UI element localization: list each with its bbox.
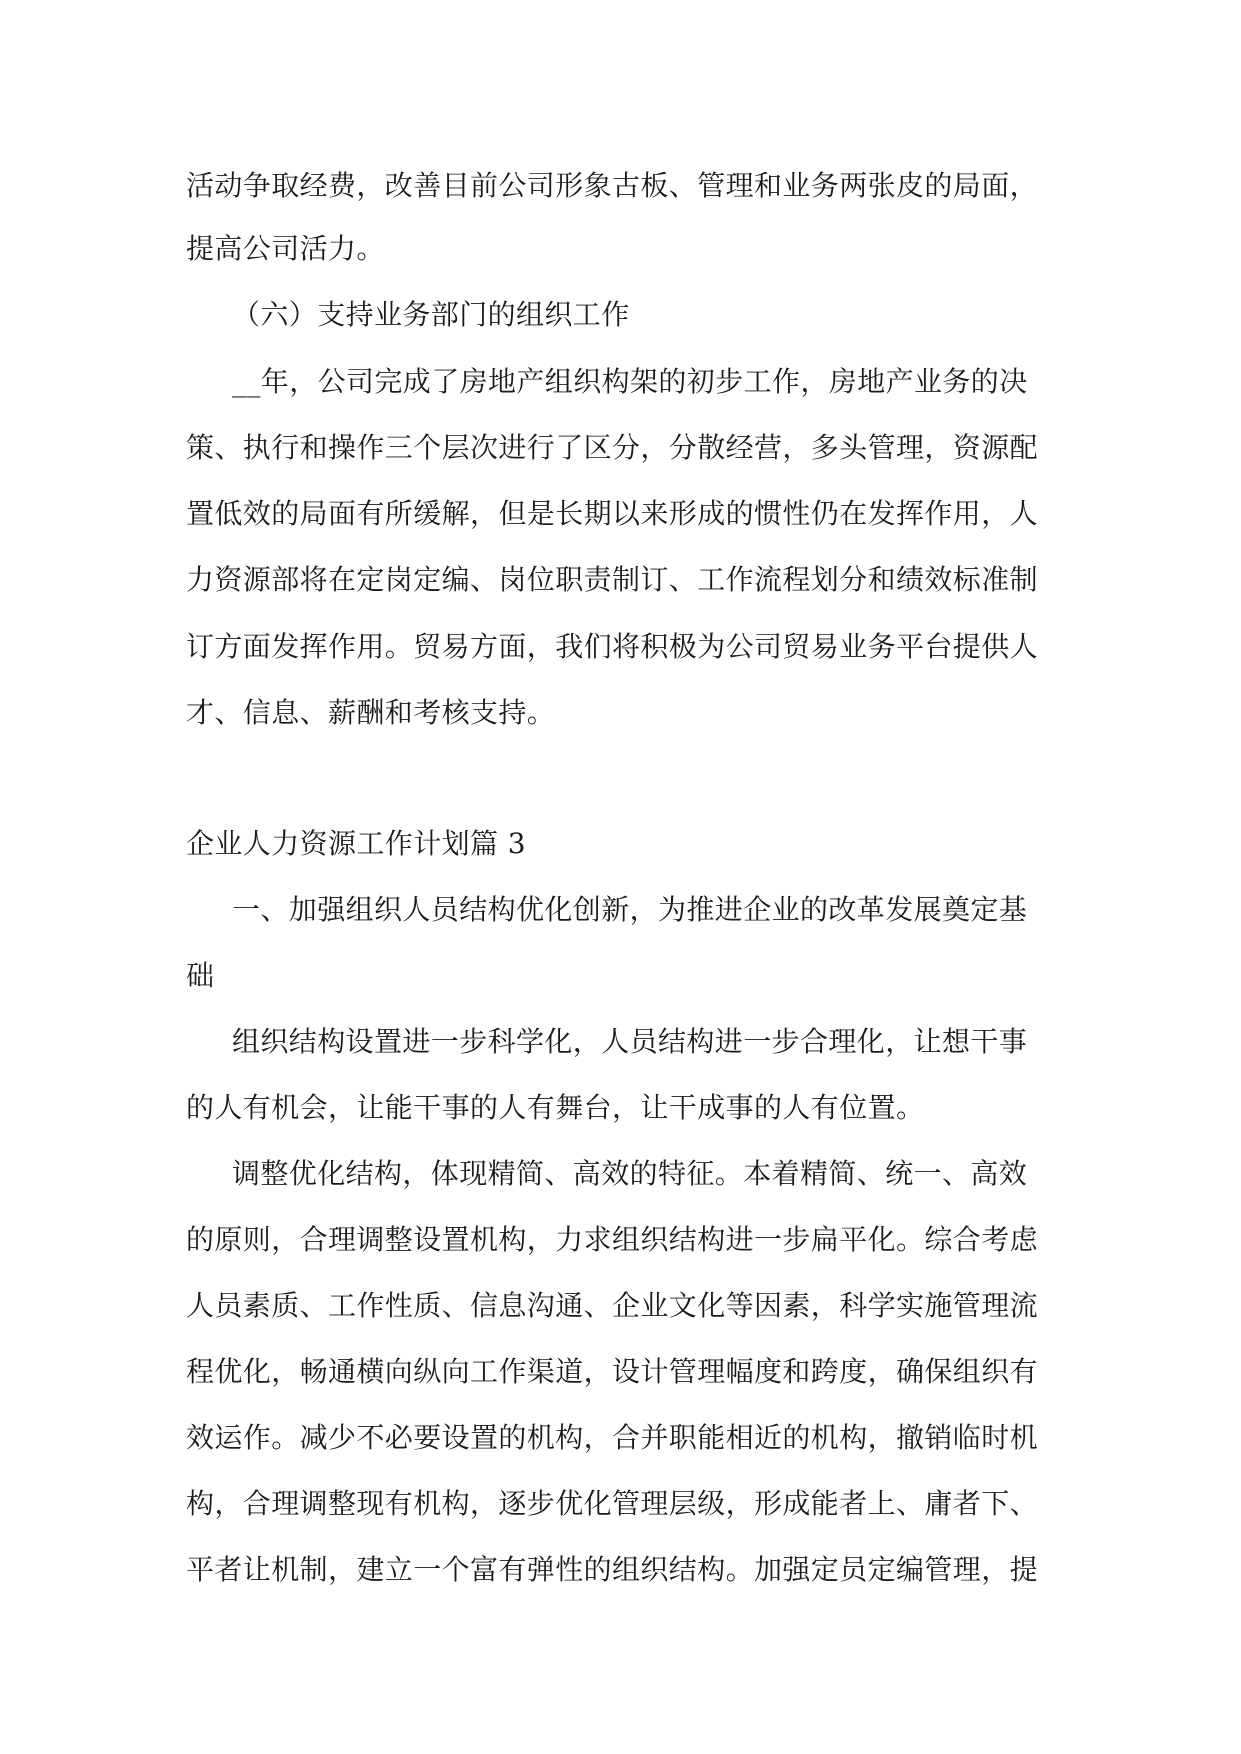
paragraph-line: 活动争取经费，改善目前公司形象古板、管理和业务两张皮的局面，: [186, 169, 1039, 202]
paragraph-line: 人员素质、工作性质、信息沟通、企业文化等因素，科学实施管理流: [186, 1289, 1039, 1322]
section-heading: 一、加强组织人员结构优化创新，为推进企业的改革发展奠定基: [232, 893, 1028, 926]
paragraph-line: 效运作。减少不必要设置的机构，合并职能相近的机构，撤销临时机: [186, 1421, 1039, 1454]
paragraph-line: 程优化，畅通横向纵向工作渠道，设计管理幅度和跨度，确保组织有: [186, 1355, 1039, 1388]
paragraph-line: 的原则，合理调整设置机构，力求组织结构进一步扁平化。综合考虑: [186, 1223, 1039, 1256]
paragraph-line: 置低效的局面有所缓解，但是长期以来形成的惯性仍在发挥作用，人: [186, 497, 1039, 530]
paragraph-line: 策、执行和操作三个层次进行了区分，分散经营，多头管理，资源配: [186, 431, 1039, 464]
paragraph-line: 才、信息、薪酬和考核支持。: [186, 696, 556, 729]
paragraph-line: 构，合理调整现有机构，逐步优化管理层级，形成能者上、庸者下、: [186, 1487, 1039, 1520]
paragraph-line: 力资源部将在定岗定编、岗位职责制订、工作流程划分和绩效标准制: [186, 563, 1039, 596]
section-heading-continuation: 础: [186, 959, 215, 992]
paragraph-line: 平者让机制，建立一个富有弹性的组织结构。加强定员定编管理，提: [186, 1553, 1039, 1586]
paragraph-line: 调整优化结构，体现精简、高效的特征。本着精简、统一、高效: [232, 1157, 1028, 1190]
paragraph-line: __年，公司完成了房地产组织构架的初步工作，房地产业务的决: [232, 365, 1028, 398]
paragraph-line: 组织结构设置进一步科学化，人员结构进一步合理化，让想干事: [232, 1025, 1028, 1058]
paragraph-line: 提高公司活力。: [186, 232, 385, 265]
document-title: 企业人力资源工作计划篇 3: [186, 827, 526, 860]
section-heading: （六）支持业务部门的组织工作: [232, 298, 630, 331]
paragraph-line: 的人有机会，让能干事的人有舞台，让干成事的人有位置。: [186, 1091, 925, 1124]
paragraph-line: 订方面发挥作用。贸易方面，我们将积极为公司贸易业务平台提供人: [186, 630, 1039, 663]
